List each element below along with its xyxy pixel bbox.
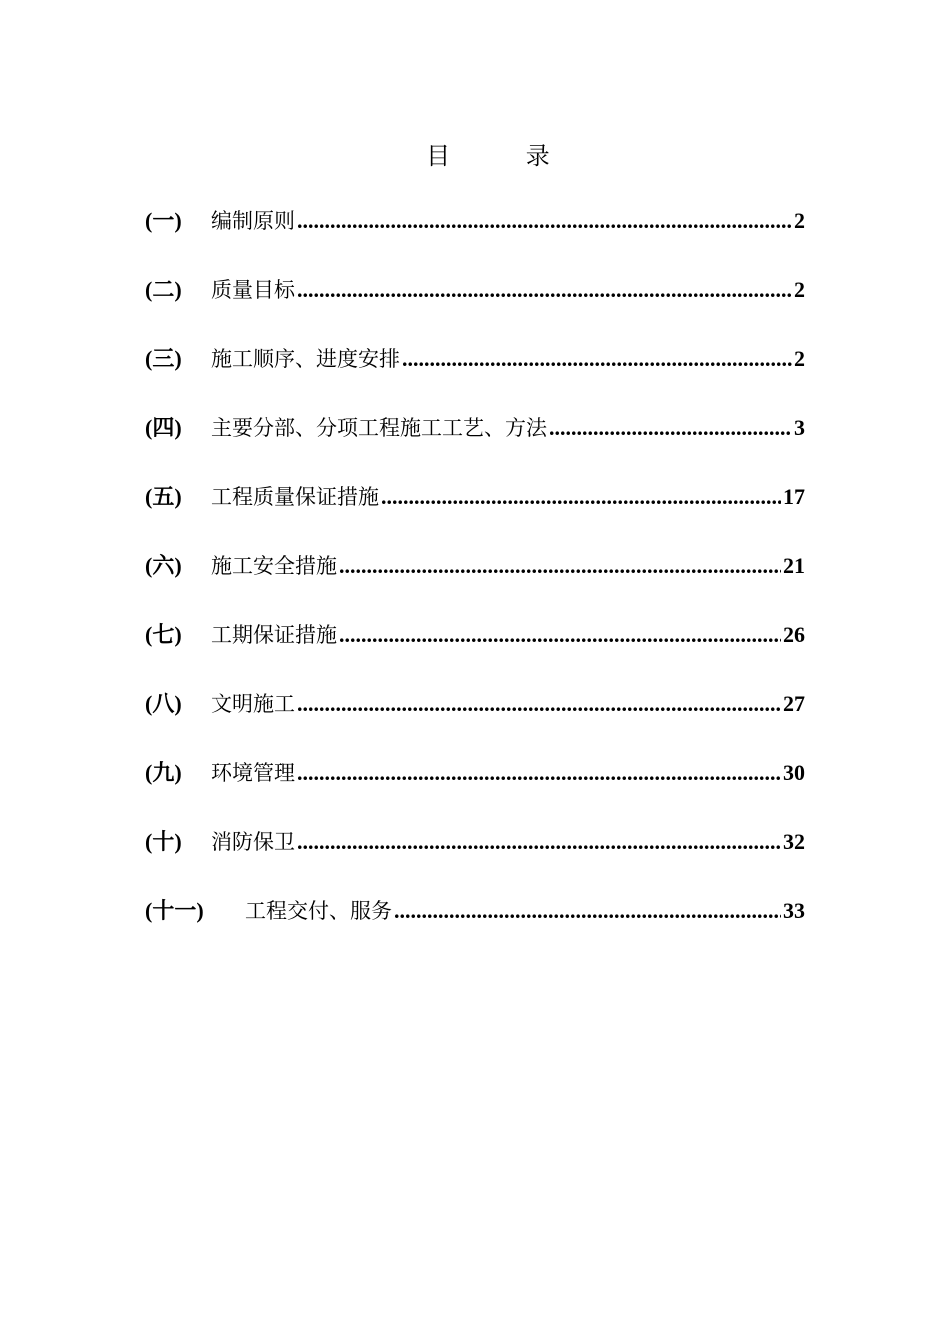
- toc-entry-title: 工程质量保证措施: [211, 485, 379, 509]
- toc-entry-9[interactable]: [145, 756, 805, 825]
- toc-entry-title: 工程交付、服务: [245, 899, 392, 923]
- toc-entry-2[interactable]: [145, 273, 805, 342]
- toc-entry-3[interactable]: [145, 342, 805, 411]
- toc-entry-number: (四): [145, 415, 182, 440]
- toc-entry-title: 文明施工: [211, 692, 295, 716]
- toc-dot-leader: [402, 342, 792, 376]
- toc-entry-title: 主要分部、分项工程施工工艺、方法: [211, 416, 547, 440]
- toc-entry-6[interactable]: [145, 549, 805, 618]
- toc-entry-11[interactable]: [145, 894, 805, 963]
- toc-dot-leader: [297, 273, 792, 307]
- toc-entry-number: (六): [145, 553, 182, 578]
- toc-entry-page: 30: [783, 760, 805, 785]
- toc-entry-page: 32: [783, 829, 805, 854]
- toc-entry-number: (八): [145, 691, 182, 716]
- toc-dot-leader: [394, 894, 781, 928]
- toc-entry-number: (二): [145, 277, 182, 302]
- toc-entry-page: 2: [794, 277, 805, 302]
- toc-entry-number: (七): [145, 622, 182, 647]
- toc-entry-number: (五): [145, 484, 182, 509]
- toc-entry-page: 3: [794, 415, 805, 440]
- toc-entry-title: 质量目标: [211, 278, 295, 302]
- toc-entry-5[interactable]: [145, 480, 805, 549]
- page-title: 目 录: [426, 142, 584, 170]
- toc-dot-leader: [339, 618, 781, 652]
- toc-entry-4[interactable]: [145, 411, 805, 480]
- toc-dot-leader: [297, 756, 781, 790]
- toc-entry-page: 33: [783, 898, 805, 923]
- toc-entry-title: 工期保证措施: [211, 623, 337, 647]
- toc-entry-page: 2: [794, 208, 805, 233]
- toc-entry-page: 27: [783, 691, 805, 716]
- toc-dot-leader: [339, 549, 781, 583]
- toc-entry-number: (十): [145, 829, 182, 854]
- toc-entry-number: (九): [145, 760, 182, 785]
- toc-dot-leader: [297, 825, 781, 859]
- toc-entry-title: 施工顺序、进度安排: [211, 347, 400, 371]
- table-of-contents: [145, 204, 805, 963]
- toc-entry-page: 2: [794, 346, 805, 371]
- toc-entry-title: 编制原则: [211, 209, 295, 233]
- toc-dot-leader: [297, 204, 792, 238]
- toc-entry-1[interactable]: [145, 204, 805, 273]
- toc-entry-title: 环境管理: [211, 761, 295, 785]
- toc-dot-leader: [549, 411, 792, 445]
- toc-entry-page: 21: [783, 553, 805, 578]
- toc-entry-title: 施工安全措施: [211, 554, 337, 578]
- toc-entry-page: 17: [783, 484, 805, 509]
- toc-entry-number: (十一): [145, 898, 204, 923]
- toc-dot-leader: [297, 687, 781, 721]
- toc-entry-number: (一): [145, 208, 182, 233]
- toc-entry-7[interactable]: [145, 618, 805, 687]
- toc-entry-title: 消防保卫: [211, 830, 295, 854]
- toc-entry-10[interactable]: [145, 825, 805, 894]
- toc-dot-leader: [381, 480, 781, 514]
- toc-entry-number: (三): [145, 346, 182, 371]
- toc-entry-8[interactable]: [145, 687, 805, 756]
- toc-entry-page: 26: [783, 622, 805, 647]
